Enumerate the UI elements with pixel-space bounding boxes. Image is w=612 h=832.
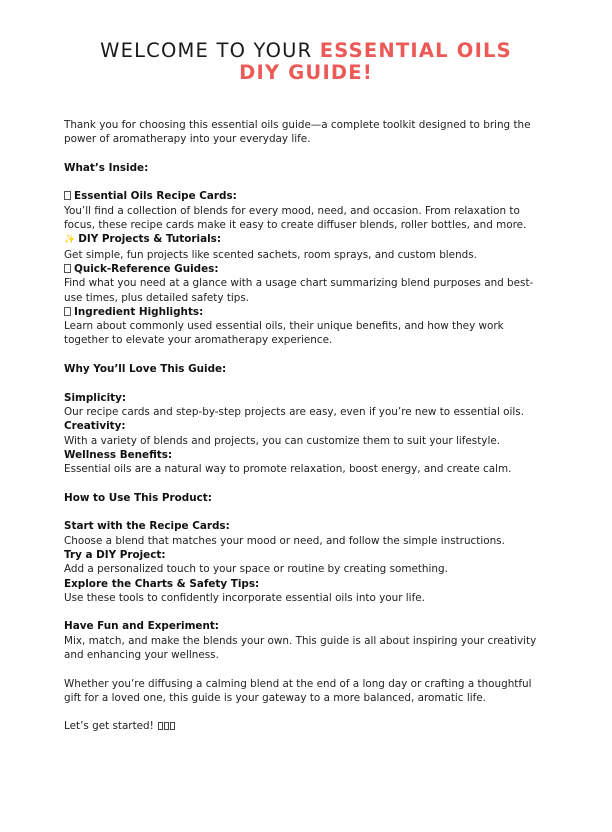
whats-inside-item-text: You’ll find a collection of blends for every mood, need, and occasion. From relaxation to focus, these recipe cards make it easy to create diffuser blends, roller bottles, and more.	[64, 204, 527, 232]
how-to-use-item-title: Start with the Recipe Cards:	[64, 520, 230, 533]
how-to-use-item-title: Try a DIY Project:	[64, 548, 166, 561]
why-love-item-title: Creativity:	[64, 420, 126, 433]
why-love-heading: Why You’ll Love This Guide:	[64, 363, 227, 376]
whats-inside-item-text: Learn about commonly used essential oils, their unique benefits, and how they work together to elevate your aromatherapy experience.	[64, 320, 504, 347]
title-accent-2: DIY GUIDE!	[239, 61, 373, 84]
emoji-glyph-icons	[157, 719, 175, 733]
whats-inside-item-title: Ingredient Highlights:	[64, 305, 548, 319]
how-to-use-heading: How to Use This Product:	[64, 491, 212, 504]
title-line1: WELCOME TO YOUR	[100, 39, 320, 62]
whats-inside-item-title: Quick-Reference Guides:	[64, 262, 548, 276]
why-love-item-text: Essential oils are a natural way to promote relaxation, boost energy, and create calm.	[64, 463, 512, 476]
sparkle-icon: ✨	[64, 235, 76, 246]
intro-paragraph: Thank you for choosing this essential oils guide—a complete toolkit designed to bring the power of aromatherapy into your everyday life.	[64, 119, 531, 146]
why-love-item-title: Wellness Benefits:	[64, 448, 173, 461]
how-to-use-item-title: Explore the Charts & Safety Tips:	[64, 577, 260, 590]
whats-inside-item-text: Get simple, fun projects like scented sachets, room sprays, and custom blends.	[64, 248, 477, 261]
have-fun-title: Have Fun and Experiment:	[64, 620, 219, 633]
whats-inside-item-text: Find what you need at a glance with a usage chart summarizing blend purposes and best-use times, plus detailed safety tips.	[64, 277, 534, 304]
closing-paragraph: Whether you’re diffusing a calming blend at the end of a long day or crafting a thoughtful gift for a loved one, this guide is your gateway to a more balanced, aromatic life.	[64, 677, 532, 704]
title-accent-1: ESSENTIAL OILS	[319, 39, 512, 62]
sign-off-text: Let’s get started!	[64, 720, 154, 733]
why-love-item-title: Simplicity:	[64, 391, 127, 404]
box-glyph-icon	[64, 191, 71, 200]
how-to-use-item-text: Use these tools to confidently incorporate essential oils into your life.	[64, 591, 425, 604]
document-page	[0, 40, 612, 832]
have-fun-text: Mix, match, and make the blends your own. This guide is all about inspiring your creativity and enhancing your wellness.	[64, 634, 537, 661]
whats-inside-item-title: Essential Oils Recipe Cards:	[64, 189, 548, 203]
whats-inside-item-title: ✨ DIY Projects & Tutorials:	[64, 232, 548, 247]
why-love-item-text: Our recipe cards and step-by-step projects are easy, even if you’re new to essential oils.	[64, 405, 525, 418]
page-title	[64, 40, 548, 84]
box-glyph-icon	[64, 264, 71, 273]
why-love-item-text: With a variety of blends and projects, you can customize them to suit your lifestyle.	[64, 434, 501, 447]
how-to-use-item-text: Add a personalized touch to your space or routine by creating something.	[64, 563, 448, 576]
box-glyph-icon	[64, 307, 71, 316]
whats-inside-heading: What’s Inside:	[64, 161, 149, 174]
document-body	[64, 118, 548, 734]
how-to-use-item-text: Choose a blend that matches your mood or need, and follow the simple instructions.	[64, 534, 505, 547]
sign-off	[64, 719, 548, 733]
